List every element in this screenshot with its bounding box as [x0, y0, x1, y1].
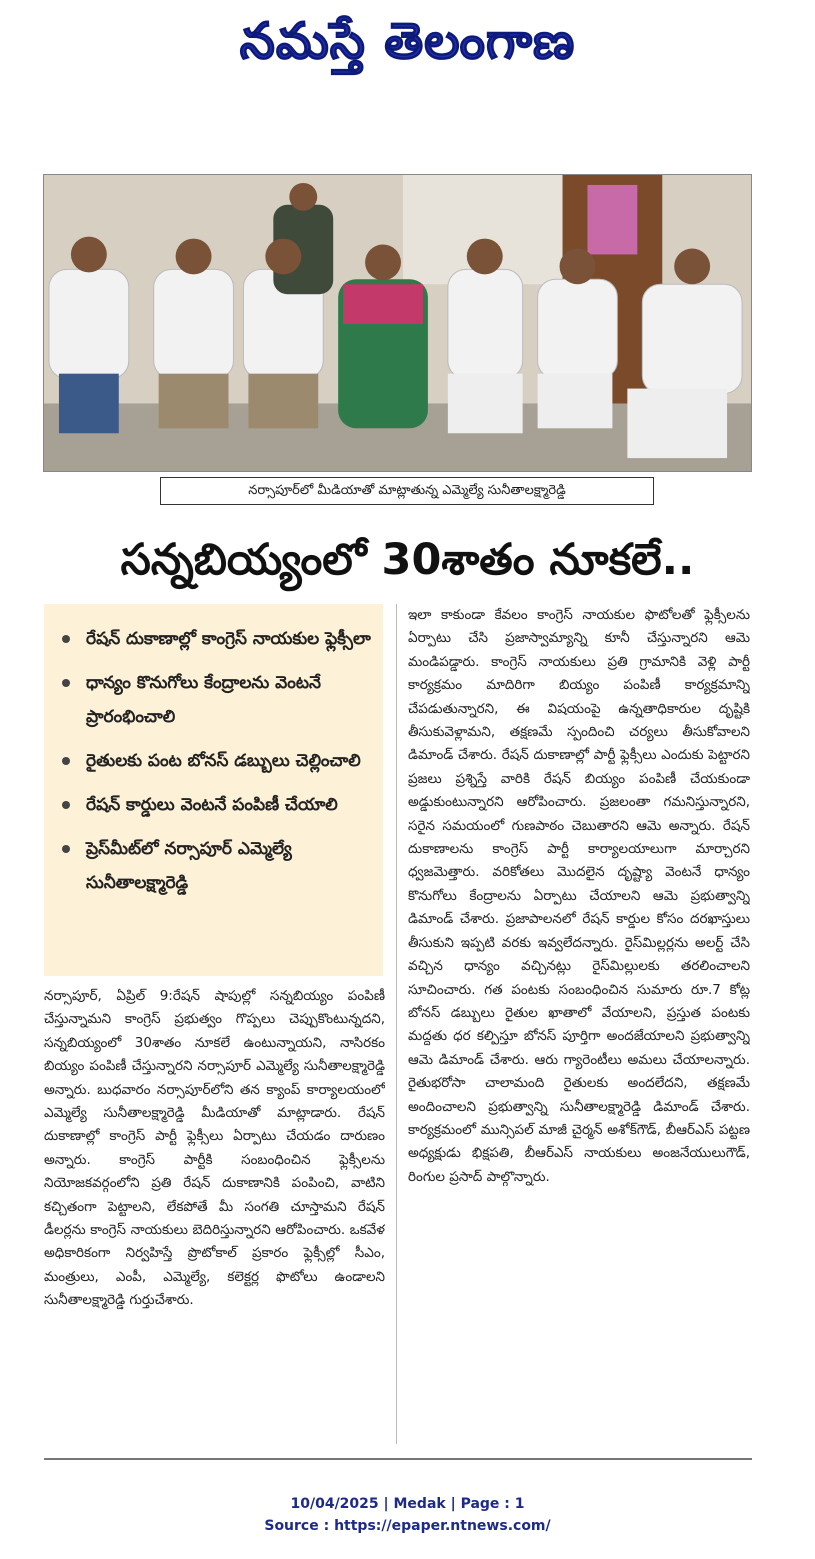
- highlights-box: [44, 604, 383, 976]
- bullet-icon: [62, 679, 70, 687]
- highlight-text: ధాన్యం కొనుగోలు కేంద్రాలను వెంటనే ప్రారంభించాలి: [86, 673, 321, 727]
- column-divider: [396, 604, 397, 1444]
- bullet-icon: [62, 801, 70, 809]
- highlight-item: [60, 832, 375, 900]
- highlight-item: [60, 744, 375, 778]
- photo-caption: నర్సాపూర్‌లో మీడియాతో మాట్లాతున్న ఎమ్మెల్యే సునీతాలక్ష్మారెడ్డి: [160, 477, 654, 505]
- highlight-text: రేషన్‌ దుకాణాల్లో కాంగ్రెస్‌ నాయకుల ఫ్లెక్సీలా: [86, 629, 371, 649]
- highlight-item: [60, 788, 375, 822]
- news-photo: [43, 174, 752, 472]
- article-headline: సన్నబియ్యంలో 30శాతం నూకలే..: [120, 535, 695, 585]
- highlight-text: ప్రెస్‌మీట్‌లో నర్సాపూర్‌ ఎమ్మెల్యే సునీతాలక్ష్మారెడ్డి: [86, 839, 292, 893]
- footer-divider: [44, 1458, 752, 1460]
- masthead: [0, 8, 815, 78]
- highlight-text: రేషన్‌ కార్డులు వెంటనే పంపిణీ చేయాలి: [86, 795, 338, 815]
- bullet-icon: [62, 845, 70, 853]
- article-body-right-column: ఇలా కాకుండా కేవలం కాంగ్రెస్‌ నాయకుల ఫొటోలతో ఫ్లెక్సీలను ఏర్పాటు చేసి ప్రజాస్వామ్యాన్ని కూనీ చేస్తున్నారని ఆమె మండిపడ్డారు. కాంగ్రెస్‌ నాయకులు ప్రతి గ్రామానికి వెళ్లి పార్టీ కార్యక్రమం మాదిరిగా బియ్యం పంపిణీ కార్యక్రమాన్ని చేపడుతున్నారని, ఈ విషయంపై ఉన్నతాధికారుల దృష్టికి తీసుకువెళ్లామని, తక్షణమే స్పందించి చర్యలు తీసుకోవాలని డిమాండ్‌ చేశారు. రేషన్‌ దుకాణాల్లో పార్టీ ఫ్లెక్సీలు ఎందుకు పెట్టారని ప్రజలు ప్రశ్నిస్తే వారికి రేషన్‌ బియ్యం పంపిణీ చేయకుండా అడ్డుకుంటున్నారని ఆరోపించారు. ప్రజలంతా గమనిస్తున్నారని, సరైన సమయంలో గుణపాఠం చెబుతారని ఆమె అన్నారు. రేషన్‌ దుకాణాలను కాంగ్రెస్‌ పార్టీ కార్యాలయాలుగా మార్చారని ధ్వజమెత్తారు. వరికోతలు మొదలైన దృష్ట్యా వెంటనే ధాన్యం కొనుగోలు కేంద్రాలను ఏర్పాటు చేయాలని ఆమె ప్రభుత్వాన్ని డిమాండ్‌ చేశారు. ప్రజాపాలనలో రేషన్‌ కార్డుల కోసం దరఖాస్తులు తీసుకుని ఇప్పటి వరకు ఇవ్వలేదన్నారు. రైస్‌మిల్లర్లను అలర్ట్‌ చేసి వచ్చిన ధాన్యం వచ్చినట్లు రైస్‌మిల్లులకు తరలించాలని సూచించారు. గత పంటకు సంబంధించిన సుమారు రూ.7 కోట్ల బోనస్‌ డబ్బులు రైతుల ఖాతాలో వేయాలని, ప్రస్తుత పంటకు మద్దతు ధర కల్పిస్తూ బోనస్‌ పూర్తిగా అందజేయాలని ప్రభుత్వాన్ని ఆమె డిమాండ్‌ చేశారు. ఆరు గ్యారెంటీలు అమలు చేయాలన్నారు. రైతుభరోసా చాలామంది రైతులకు అందలేదని, తక్షణమే అందించాలని ప్రభుత్వాన్ని సునీతాలక్ష్మారెడ్డి డిమాండ్‌ చేశారు. కార్యక్రమంలో మున్సిపల్‌ మాజీ చైర్మన్‌ అశోక్‌గౌడ్‌, బీఆర్‌ఎస్‌ పట్టణ అధ్యక్షుడు భిక్షపతి, బీఆర్‌ఎస్‌ నాయకులు అంజనేయులుగౌడ్‌, రింగుల ప్రసాద్‌ పాల్గొన్నారు.: [408, 607, 750, 1185]
- highlight-item: [60, 622, 375, 656]
- article-body-left-column: నర్సాపూర్‌, ఏప్రిల్‌ 9:రేషన్‌ షాపుల్లో సన్నబియ్యం పంపిణీ చేస్తున్నామని కాంగ్రెస్‌ ప్రభుత్వం గొప్పలు చెప్పుకొంటున్నదని, సన్నబియ్యంలో 30శాతం నూకలే ఉంటున్నాయని, నాసిరకం బియ్యం పంపిణీ చేస్తున్నారని నర్సాపూర్‌ ఎమ్మెల్యే సునీతాలక్ష్మారెడ్డి అన్నారు. బుధవారం నర్సాపూర్‌లోని తన క్యాంప్‌ కార్యాలయంలో ఎమ్మెల్యే సునీతాలక్ష్మారెడ్డి మీడియాతో మాట్లాడారు. రేషన్‌ దుకాణాల్లో కాంగ్రెస్‌ పార్టీ ఫ్లెక్సీలు ఏర్పాటు చేయడం దారుణం అన్నారు. కాంగ్రెస్‌ పార్టీకి సంబంధించిన ఫ్లెక్సీలను నియోజకవర్గంలోని ప్రతి రేషన్‌ దుకాణానికి పంపించి, వాటిని కచ్చితంగా పెట్టాలని, లేకపోతే మీ సంగతి చూస్తామని రేషన్‌ డీలర్లను కాంగ్రెస్‌ నాయకులు బెదిరిస్తున్నారని ఆరోపించారు. ఒకవేళ అధికారికంగా నిర్వహిస్తే ప్రొటోకాల్‌ ప్రకారం ఫ్లెక్సీల్లో సీఎం, మంత్రులు, ఎంపీ, ఎమ్మెల్యే, కలెక్టర్ల ఫొటోలు ఉండాలని సునీతాలక్ష్మారెడ్డి గుర్తుచేశారు.: [44, 988, 385, 1309]
- bullet-icon: [62, 757, 70, 765]
- highlight-text: రైతులకు పంట బోనస్‌ డబ్బులు చెల్లించాలి: [86, 751, 361, 771]
- edition-info: 10/04/2025 | Medak | Page : 1: [290, 1496, 525, 1512]
- highlight-item: [60, 666, 375, 734]
- source-link[interactable]: Source : https://epaper.ntnews.com/: [264, 1518, 551, 1534]
- group-photo-illustration: [44, 175, 751, 471]
- bullet-icon: [62, 635, 70, 643]
- newspaper-title: నమస్తే తెలంగాణ: [239, 11, 576, 70]
